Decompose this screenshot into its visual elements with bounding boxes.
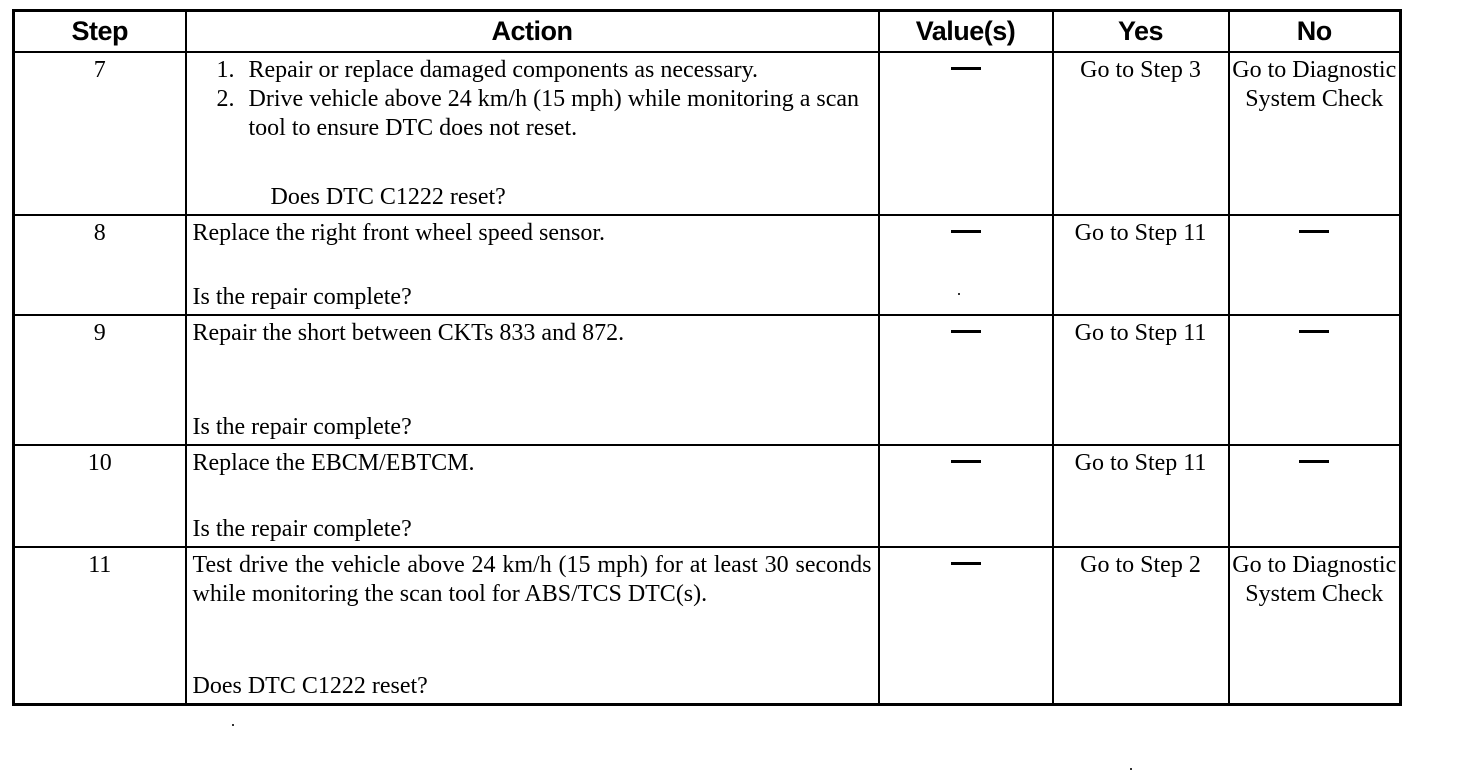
step-number: 9 [14, 315, 186, 445]
header-no: No [1229, 11, 1401, 53]
action-cell [186, 547, 879, 705]
step-number: 10 [14, 445, 186, 547]
action-text: Replace the right front wheel speed sensor. [192, 220, 606, 246]
dash-mark [1299, 460, 1329, 463]
table-row [14, 547, 1401, 705]
action-question: Does DTC C1222 reset? [270, 184, 506, 210]
yes-cell: Go to Step 11 [1053, 315, 1229, 445]
action-text: Replace the EBCM/EBTCM. [192, 450, 475, 476]
dash-mark [951, 562, 981, 565]
yes-cell: Go to Step 3 [1053, 52, 1229, 215]
dash-mark [951, 67, 981, 70]
value-cell [879, 445, 1053, 547]
dash-mark [951, 230, 981, 233]
value-cell [879, 215, 1053, 315]
step-number: 7 [14, 52, 186, 215]
action-text: Repair the short between CKTs 833 and 872. [192, 320, 625, 346]
scan-speck [232, 724, 234, 726]
dash-mark [951, 330, 981, 333]
action-list [193, 56, 872, 143]
header-values: Value(s) [879, 11, 1053, 53]
action-cell [186, 215, 879, 315]
action-question: Is the repair complete? [192, 284, 412, 310]
no-cell: Go to Diagnostic System Check [1229, 547, 1401, 705]
table-row [14, 52, 1401, 215]
table-row [14, 445, 1401, 547]
action-cell [186, 315, 879, 445]
dash-mark [1299, 330, 1329, 333]
step-number: 11 [14, 547, 186, 705]
item-number: 1. [216, 57, 235, 83]
value-cell [879, 52, 1053, 215]
scan-speck [958, 293, 960, 295]
header-yes: Yes [1053, 11, 1229, 53]
step-number: 8 [14, 215, 186, 315]
item-text: Drive vehicle above 24 km/h (15 mph) while monitoring a scan tool to ensure DTC does not reset. [248, 86, 860, 141]
dash-mark [1299, 230, 1329, 233]
header-step: Step [14, 11, 186, 53]
action-question: Is the repair complete? [192, 516, 412, 542]
action-question: Is the repair complete? [192, 414, 412, 440]
yes-cell: Go to Step 2 [1053, 547, 1229, 705]
yes-cell: Go to Step 11 [1053, 445, 1229, 547]
table-row [14, 215, 1401, 315]
list-item [217, 56, 872, 85]
item-text: Repair or replace damaged components as necessary. [248, 57, 759, 83]
no-cell: Go to Diagnostic System Check [1229, 52, 1401, 215]
item-number: 2. [216, 86, 235, 112]
list-item [217, 85, 872, 143]
value-cell [879, 315, 1053, 445]
table-row [14, 315, 1401, 445]
no-cell [1229, 315, 1401, 445]
action-question: Does DTC C1222 reset? [192, 673, 428, 699]
action-cell [186, 445, 879, 547]
no-cell [1229, 215, 1401, 315]
scan-speck [1130, 768, 1132, 770]
yes-cell: Go to Step 11 [1053, 215, 1229, 315]
header-row [14, 11, 1401, 53]
dash-mark [951, 460, 981, 463]
diagnostic-table [12, 9, 1402, 706]
header-action: Action [186, 11, 879, 53]
action-text: Test drive the vehicle above 24 km/h (15 mph) for at least 30 seconds while monitoring the scan tool for ABS/TCS DTC(s). [192, 552, 872, 607]
action-cell [186, 52, 879, 215]
no-cell [1229, 445, 1401, 547]
value-cell [879, 547, 1053, 705]
